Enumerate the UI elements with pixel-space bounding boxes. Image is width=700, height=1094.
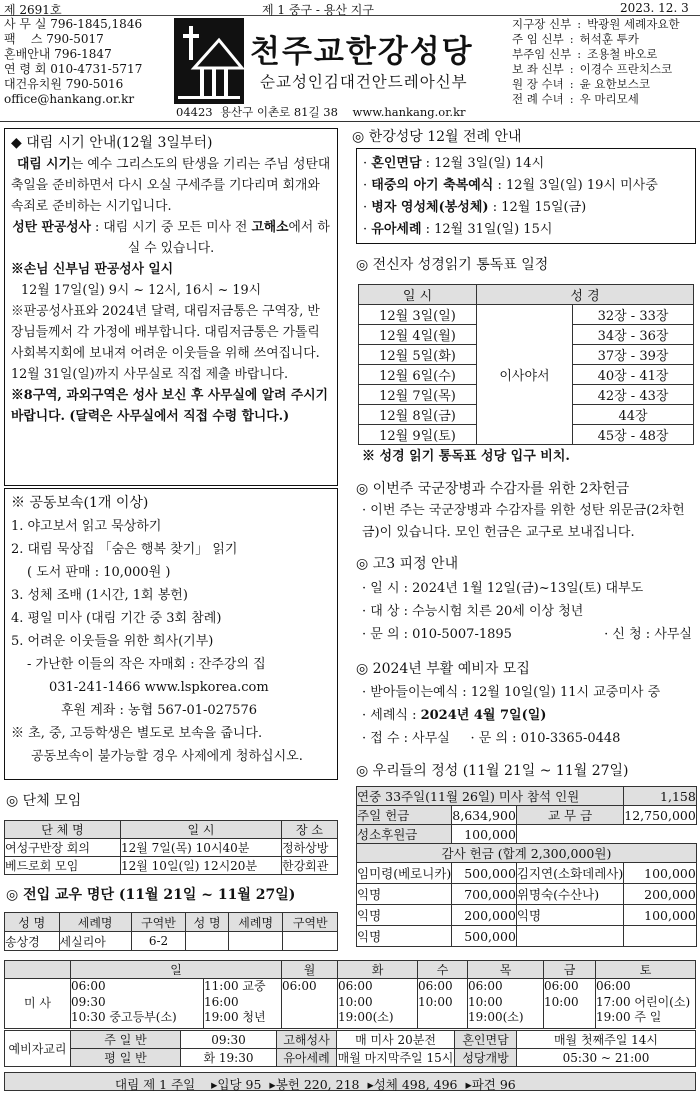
advent-title: ◆ 대림 시기 안내(12월 3일부터) xyxy=(11,135,213,151)
second-title: ◎ 이번주 국군장병과 수감자를 위한 2차헌금 xyxy=(356,481,630,497)
mass-table: 일 월 화 수 목 금 토 미 사 06:00 09:30 10:30 중고등부(소) 11:00 교중 16:00 19:00 청년 06:00 06:00 10:00 19:00(소) 06:00 10:00 06:00 10:00 19:00(소) 06:00 10:00 06:00 17:00 어린이(소) 19:00 주 일 xyxy=(4,960,696,1029)
liturgy-title: ◎ 한강성당 12월 전례 안내 xyxy=(352,129,522,145)
retreat-info: · 일 시 : 2024년 1월 12일(금)~13일(토) 대부도 · 대 상 : 수능시험 치른 20세 이상 청년 · 문 의 : 010-5007-1895 · 신 청 : 사무실 xyxy=(362,581,692,642)
bible-note: ※ 성경 읽기 통독표 성당 입구 비치. xyxy=(362,449,570,464)
offering-table: 연중 33주일(11월 26일) 미사 참석 인원 1,158 주일 헌금 8,634,900 교 무 금 12,750,000 성소후원금 100,000 감사 헌금 (합계 2,300,000원) 임미령(베로니카) 500,000 김지연(소화데레사) 100,000 익명 700,000 위명숙(수산나) 200,000 익명 200,000 익명 100,000 익명 500,000 xyxy=(356,786,697,947)
advent-box: ◆ 대림 시기 안내(12월 3일부터) 대림 시기는 예수 그리스도의 탄생을 기리는 주님 성탄대축일을 준비하면서 다시 오실 구세주를 기다리며 회개와 속죄로 준비하는 시기입니다. 성탄 판공성사 : 대림 시기 중 모든 미사 전 고해소에서 하실 수 있습니다. ※손님 신부님 판공성사 일시 12월 17일(일) 9시 ~ 12시, 16시 ~ 19시 ※판공성사표와 2024년 달력, 대림저금통은 구역장, 반장님들께서 각 가정에 배부합니다. 대림저금통은 가톨릭 사회복지회에 보내져 어려운 이웃들을 위해 쓰여집니다. 12월 31일(일)까지 사무실로 직접 제출 바랍니다. ※8구역, 과외구역은 성사 보신 후 사무실에 알려 주시기 바랍니다. (달력은 사무실에서 직접 수령 합니다.) xyxy=(4,128,338,486)
patron: 순교성인김대건안드레아신부 xyxy=(260,73,468,91)
groups-title: ◎ 단체 모임 xyxy=(6,793,82,809)
easter-info: · 받아들이는예식 : 12월 10일(일) 11시 교중미사 중 · 세례식 : 2024년 4월 7일(일) · 접 수 : 사무실 · 문 의 : 010-3365-0448 xyxy=(362,685,661,746)
easter-title: ◎ 2024년 부활 예비자 모집 xyxy=(356,661,530,677)
contact-list xyxy=(4,17,172,107)
common-penance-box: ※ 공동보속(1개 이상) 1. 야고보서 읽고 묵상하기 2. 대림 묵상집 「숨은 행복 찾기」 읽기 ( 도서 판매 : 10,000원 ) 3. 성체 조배 (1시간, 1회 봉헌) 4. 평일 미사 (대림 기간 중 3회 참례) 5. 어려운 이웃들을 위한 희사(기부) - 가난한 이들의 작은 자매회 : 잔주강의 집 031-241-1466 www.lspkorea.com 후원 계좌 : 농협 567-01-027576 ※ 초, 중, 고등학생은 별도로 보속을 줍니다. 공동보속이 불가능할 경우 사제에게 청하십시오. xyxy=(4,488,338,780)
contact-row: 연 령 회 010-4731-5717 xyxy=(4,62,143,76)
bible-table: 일 시 성 경 12월 3일(일) 이사야서 32장 - 33장 12월 4일(월) 34장 - 36장 12월 5일(화) 37장 - 39장 12월 6일(수) 40장 - 41장 12월 7일(목) 42장 - 43장 12월 8일(금) 44장 12월 9일(토) 45장 - 48장 xyxy=(358,284,694,445)
contact-row: 혼배안내 796-1847 xyxy=(4,47,112,61)
transfer-table: 성 명 세례명 구역반 성 명 세례명 구역반 송상경 세실리아 6-2 xyxy=(4,912,338,951)
offering-title: ◎ 우리들의 정성 (11월 21일 ~ 11월 27일) xyxy=(356,763,629,779)
retreat-title: ◎ 고3 피정 안내 xyxy=(356,556,459,572)
church-name: 천주교한강성당 xyxy=(250,34,474,70)
date: 2023. 12. 3 xyxy=(620,1,689,15)
zone: 제 1 중구 - 용산 지구 xyxy=(262,3,374,17)
staff-list: 지구장 신부 : 박광원 세례자요한 주 임 신부 : 허석훈 투카 부주임 신부 : 조용철 바오로 보 좌 신부 : 이경수 프란치스코 원 장 수녀 : 윤 요한보스코 전 례 수녀 : 우 마리모세 xyxy=(512,17,680,106)
contact-row: 대건유치원 790-5016 xyxy=(4,77,124,91)
liturgy-box: · 혼인면담 : 12월 3일(일) 14시 · 태중의 아기 축복예식 : 12월 3일(일) 19시 미사중 · 병자 영성체(봉성체) : 12월 15일(금) · 유아세례 : 12월 31일(일) 15시 xyxy=(356,148,696,244)
email[interactable]: office@hankang.or.kr xyxy=(4,92,135,106)
issue-number: 제 2691호 xyxy=(4,3,62,17)
website-link[interactable]: www.hankang.or.kr xyxy=(352,105,466,119)
contact-row: 팩 스 790-5017 xyxy=(4,32,104,46)
groups-table: 단 체 명 일 시 장 소 여성구반장 회의 12월 7일(목) 10시40분 정하상방 베드로회 모임 12월 10일(일) 12시20분 한강회관 xyxy=(4,820,338,875)
address: 04423 용산구 이촌로 81길 38 www.hankang.or.kr xyxy=(176,105,466,119)
church-logo xyxy=(174,18,244,104)
bible-title: ◎ 전신자 성경읽기 통독표 일정 xyxy=(356,257,549,273)
catechumen-table: 예비자교리 주 일 반 09:30 고해성사 매 미사 20분전 혼인면담 매월 첫째주일 14시 평 일 반 화 19:30 유아세례 매월 마지막주일 15시 성당개방 05:30 ~ 21:00 xyxy=(4,1030,696,1067)
top-bar xyxy=(0,0,700,16)
contact-row: 사 무 실 796-1845,1846 xyxy=(4,17,143,31)
transfer-title: ◎ 전입 교우 명단 (11월 21일 ~ 11월 27일) xyxy=(6,887,296,903)
second-text: · 이번 주는 국군장병과 수감자를 위한 성탄 위문금(2차헌금)이 있습니다. 모인 헌금은 교구로 보내집니다. xyxy=(362,503,685,540)
footer-hymns: 대림 제 1 주일 ▸입당 95 ▸봉헌 220, 218 ▸성체 498, 496 ▸파견 96 xyxy=(4,1072,696,1091)
